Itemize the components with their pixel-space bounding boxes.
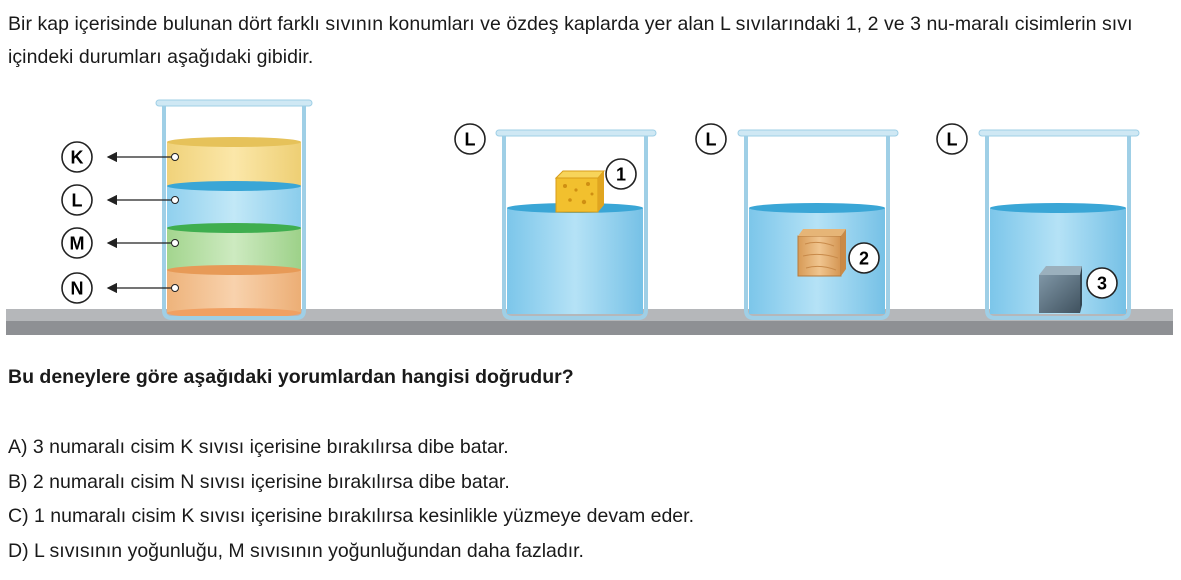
beaker-object-2 <box>696 124 898 318</box>
option-d-letter: D) <box>8 539 29 562</box>
option-b-text: 2 numaralı cisim N sıvısı içerisine bırakılırsa dibe batar. <box>32 470 510 493</box>
beaker-label-l-2-text: L <box>705 129 717 150</box>
object-label-2-text: 2 <box>858 248 870 269</box>
option-a-letter: A) <box>8 436 28 458</box>
experiment-figure <box>0 92 1181 348</box>
beaker-label-l-3-text: L <box>946 129 958 150</box>
option-d[interactable] <box>8 534 694 569</box>
object-label-3 <box>1087 268 1117 298</box>
label-m-text: M <box>69 233 85 254</box>
option-c[interactable] <box>8 499 694 534</box>
label-n <box>62 273 92 303</box>
object-2-wood-block <box>798 229 846 276</box>
object-label-1-text: 1 <box>615 164 627 185</box>
option-a[interactable] <box>8 430 694 465</box>
option-c-letter: C) <box>8 505 29 527</box>
option-b[interactable] <box>8 465 694 500</box>
object-3-metal-block <box>1039 266 1082 313</box>
question-text: Bu deneylere göre aşağıdaki yorumlardan hangisi doğrudur? <box>8 366 574 388</box>
layered-beaker <box>156 100 312 318</box>
beaker-object-1 <box>455 124 656 318</box>
object-label-3-text: 3 <box>1096 273 1108 294</box>
liquid-m-layer <box>167 228 301 270</box>
label-k <box>62 142 92 172</box>
beaker-object-3 <box>937 124 1139 318</box>
option-b-letter: B) <box>8 470 28 493</box>
label-m <box>62 228 92 258</box>
liquid-k-layer <box>167 142 301 186</box>
intro-paragraph: Bir kap içerisinde bulunan dört farklı sıvının konumları ve özdeş kaplarda yer alan L sıvılarındaki 1, 2 ve 3 nu-maralı cisimlerin sıvı içindeki durumları aşağıdaki gibidir. <box>8 13 1133 68</box>
liquid-l-layer <box>167 186 301 228</box>
object-label-2 <box>849 243 879 273</box>
label-l <box>62 185 92 215</box>
option-d-text: L sıvısının yoğunluğu, M sıvısının yoğunluğundan daha fazladır. <box>34 539 584 562</box>
table-edge <box>6 321 1173 335</box>
option-a-text: 3 numaralı cisim K sıvısı içerisine bırakılırsa dibe batar. <box>32 436 509 458</box>
label-k-text: K <box>70 147 84 168</box>
label-n-text: N <box>70 278 84 299</box>
liquid-n-layer <box>167 270 301 313</box>
answer-options <box>8 430 694 568</box>
beaker-label-l-3 <box>937 124 967 154</box>
beaker-label-l-2 <box>696 124 726 154</box>
object-1-sponge <box>556 171 604 212</box>
object-label-1 <box>606 159 636 189</box>
beaker-label-l-1-text: L <box>464 129 476 150</box>
label-l-text: L <box>71 190 83 211</box>
beaker-label-l-1 <box>455 124 485 154</box>
option-c-text: 1 numaralı cisim K sıvısı içerisine bırakılırsa kesinlikle yüzmeye devam eder. <box>34 505 694 527</box>
